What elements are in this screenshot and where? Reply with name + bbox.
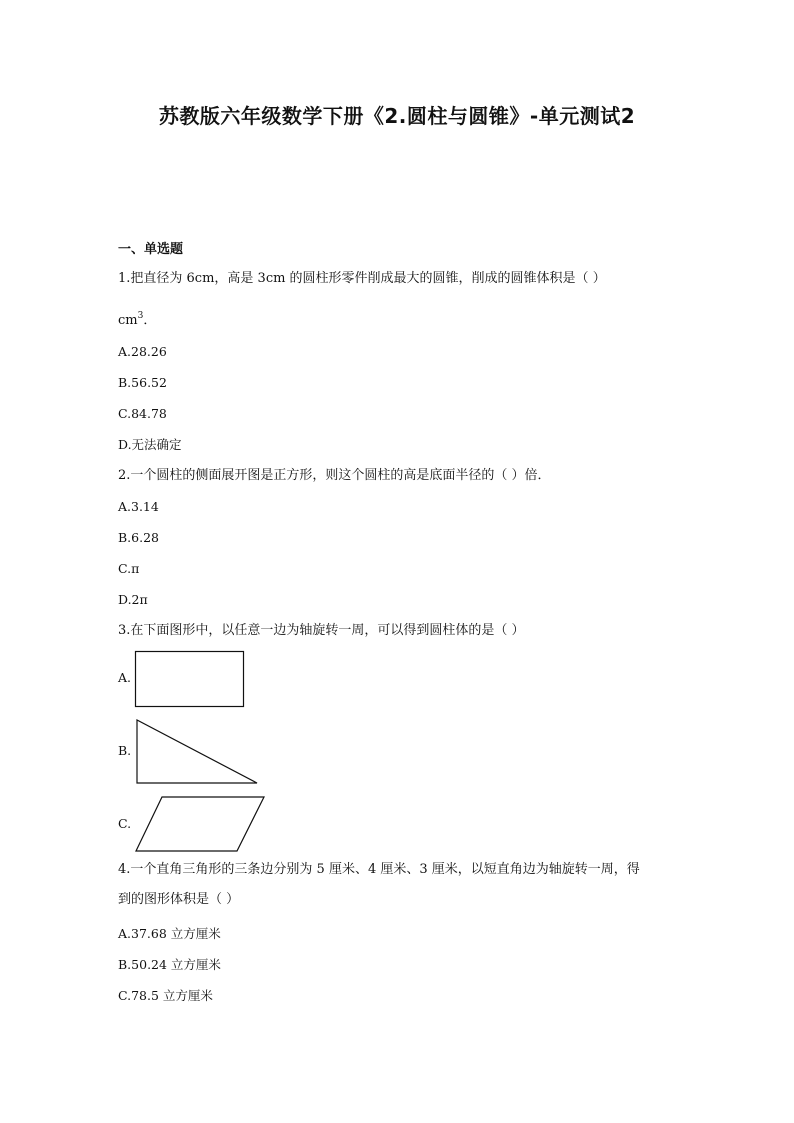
question-4-text-line1: 4.一个直角三角形的三条边分别为 5 厘米、4 厘米、3 厘米，以短直角边为轴旋转一周，得 <box>118 862 640 877</box>
unit-text: cm <box>118 313 138 328</box>
question-2-option-d: D.2π <box>118 592 148 607</box>
question-1-unit <box>118 306 156 331</box>
question-1-option-c: C.84.78 <box>118 406 167 421</box>
question-2-text: 2.一个圆柱的侧面展开图是正方形，则这个圆柱的高是底面半径的（ ）倍． <box>118 468 551 483</box>
question-4-option-a: A.37.68 立方厘米 <box>118 926 221 941</box>
unit-tail: ． <box>143 313 157 328</box>
rectangle-figure <box>134 650 246 708</box>
question-3-text: 3.在下面图形中，以任意一边为轴旋转一周，可以得到圆柱体的是（ ） <box>118 623 525 638</box>
question-4-option-c: C.78.5 立方厘米 <box>118 988 213 1003</box>
right-triangle-figure <box>134 718 262 786</box>
question-4-text-line2: 到的图形体积是（ ） <box>118 892 240 907</box>
question-2-option-a: A.3.14 <box>118 499 159 514</box>
question-3-option-c-label: C. <box>118 816 132 831</box>
parallelogram-figure <box>134 795 268 853</box>
question-3-option-a-label: A. <box>118 670 132 685</box>
right-triangle-shape <box>137 720 257 783</box>
question-1-option-d: D.无法确定 <box>118 437 182 452</box>
unit-superscript: 3 <box>137 311 144 321</box>
question-2-option-c: C.π <box>118 561 140 576</box>
question-1-option-a: A.28.26 <box>118 344 167 359</box>
rectangle-shape <box>136 652 244 707</box>
parallelogram-shape <box>136 797 264 851</box>
question-2-option-b: B.6.28 <box>118 530 159 545</box>
page-title: 苏教版六年级数学下册《2.圆柱与圆锥》-单元测试2 <box>158 104 636 128</box>
question-3-option-b-label: B. <box>118 743 132 758</box>
question-1-option-b: B.56.52 <box>118 375 167 390</box>
section-heading: 一、单选题 <box>118 242 184 257</box>
question-1-text: 1.把直径为 6cm，高是 3cm 的圆柱形零件削成最大的圆锥，削成的圆锥体积是（ ） <box>118 271 606 286</box>
question-4-option-b: B.50.24 立方厘米 <box>118 957 221 972</box>
